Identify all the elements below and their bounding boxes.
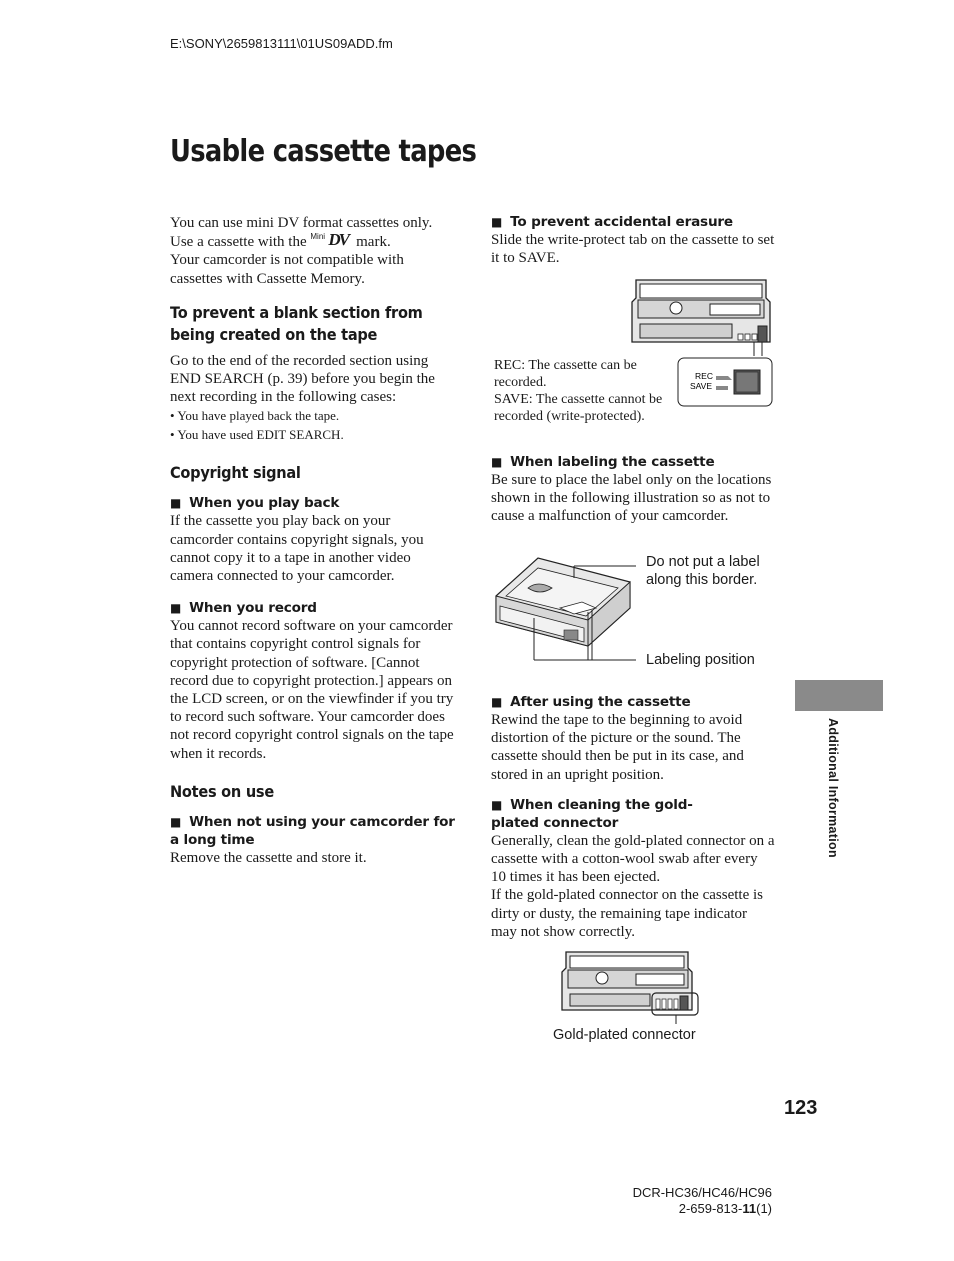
model-name: DCR-HC36/HC46/HC96 [632, 1185, 772, 1200]
blank-section-text: Go to the end of the recorded section using END SEARCH (p. 39) before you begin the next recording in the following cases: [170, 352, 435, 406]
border-callout-line-1: Do not put a label [646, 554, 760, 570]
square-bullet-icon: ■ [491, 695, 503, 709]
border-callout-line-2: along this border. [646, 572, 758, 588]
record-heading: ■ When you record [170, 600, 317, 617]
intro-text-1: You can use mini DV format cassettes only. [170, 215, 433, 231]
border-callout [646, 553, 760, 589]
blank-section-heading: To prevent a blank section from being created on the tape [170, 302, 423, 344]
mini-dv-logo [310, 232, 352, 248]
after-using-section [491, 693, 776, 941]
labeling-section [491, 453, 776, 526]
square-bullet-icon: ■ [170, 814, 182, 829]
record-text: You cannot record software on your camcorder that contains copyright control signals for copyright protection of software. [Cannot record due to copyright protection.] appears on the LCD screen, or on the viewfinder if you try to record such software. Your camcorder does not record copyright control signals on the tape when it records. [170, 618, 454, 762]
square-bullet-icon: ■ [170, 496, 182, 511]
after-using-text: Rewind the tape to the beginning to avoid distortion of the picture or the sound. The cassette should then be put in its case, and stored in an upright position. [491, 712, 744, 783]
rec-save-legend [494, 357, 684, 425]
not-using-text: Remove the cassette and store it. [170, 849, 367, 866]
model-info [622, 1185, 772, 1217]
square-bullet-icon: ■ [491, 215, 503, 229]
intro-text-2a: Use a cassette with the [170, 234, 307, 251]
right-column [491, 213, 776, 267]
intro-text-2b: mark. [356, 234, 391, 251]
bullet-item: • You have played back the tape. [170, 408, 340, 424]
mini-dv-logo-text: DV [328, 230, 348, 250]
save-text: SAVE: The cassette cannot be recorded (write-protected). [494, 392, 663, 424]
erasure-heading: ■ To prevent accidental erasure [491, 214, 733, 230]
intro-text-2 [170, 232, 455, 251]
playback-text: If the cassette you play back on your camcorder contains copyright signals, you cannot copy it to a tape in another video camera connected to your camcorder. [170, 513, 424, 585]
page-title: Usable cassette tapes [170, 134, 477, 169]
side-tab [795, 680, 883, 711]
tab-save-label: SAVE [689, 381, 713, 391]
erasure-text: Slide the write-protect tab on the cassette to set it to SAVE. [491, 232, 775, 267]
labeling-callout: Labeling position [646, 652, 755, 668]
side-section-label: Additional Information [826, 718, 840, 858]
intro-text-3: Your camcorder is not compatible with cassettes with Cassette Memory. [170, 252, 404, 287]
cassette-labeling-illustration [492, 552, 642, 664]
notes-heading: Notes on use [170, 781, 274, 801]
not-using-heading: ■ When not using your camcorder for a long time [170, 813, 455, 848]
connector-callout: Gold-plated connector [553, 1027, 696, 1043]
labeling-text: Be sure to place the label only on the locations shown in the following illustration so as not to cause a malfunction of your camcorder. [491, 472, 772, 525]
bullet-item: • You have used EDIT SEARCH. [170, 427, 344, 443]
square-bullet-icon: ■ [491, 455, 503, 469]
labeling-heading: ■ When labeling the cassette [491, 454, 715, 470]
square-bullet-icon: ■ [491, 797, 503, 812]
cleaning-heading: ■ When cleaning the gold-plated connector [491, 796, 693, 831]
left-column [170, 214, 455, 867]
file-path: E:\SONY\2659813111\01US09ADD.fm [170, 36, 393, 51]
page-number: 123 [784, 1097, 818, 1119]
playback-heading: ■ When you play back [170, 495, 340, 512]
cleaning-text-2: If the gold-plated connector on the cassette is dirty or dusty, the remaining tape indicator may not show correctly. [491, 887, 763, 940]
cassette-connector-illustration [560, 948, 705, 1026]
rec-text: REC: The cassette can be recorded. [494, 358, 637, 390]
copyright-heading: Copyright signal [170, 463, 301, 483]
square-bullet-icon: ■ [170, 601, 182, 616]
tab-rec-label: REC [695, 371, 713, 381]
after-using-heading: ■ After using the cassette [491, 694, 691, 710]
mini-dv-small-text: Mini [310, 232, 326, 242]
cleaning-text-1: Generally, clean the gold-plated connector on a cassette with a cotton-wool swab after every 10 times it has been ejected. [491, 832, 775, 886]
document-code: 2-659-813-11(1) [678, 1201, 772, 1216]
